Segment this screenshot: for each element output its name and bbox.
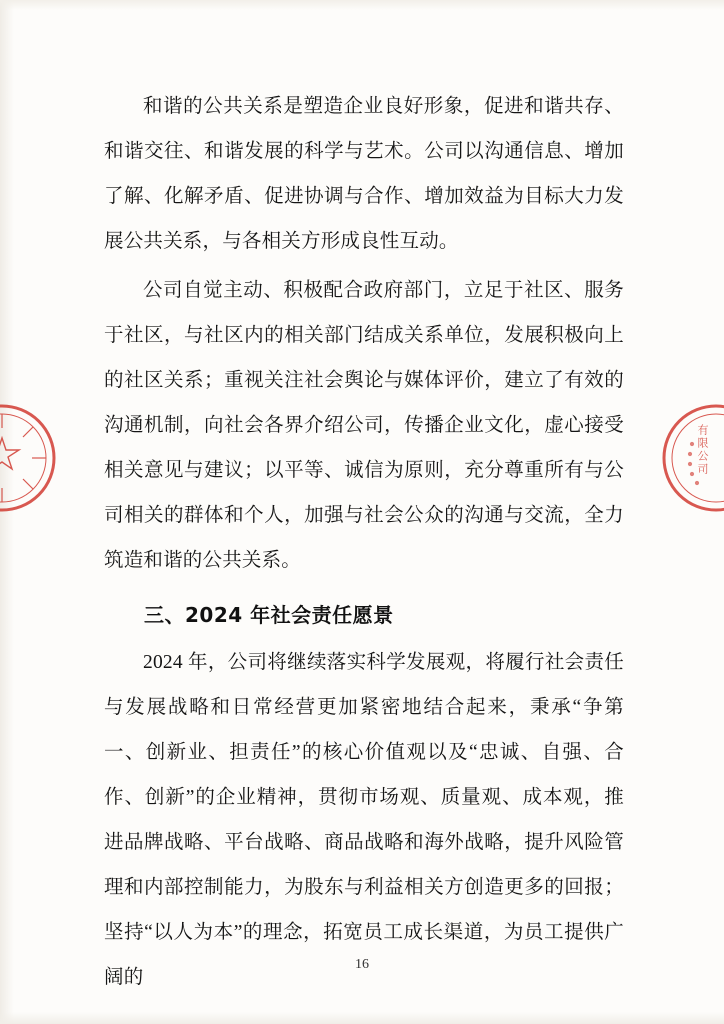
paragraph: 公司自觉主动、积极配合政府部门，立足于社区、服务于社区，与社区内的相关部门结成关系单位，发展积极向上的社区关系；重视关注社会舆论与媒体评价，建立了有效的沟通机制，向社会各界介绍公司，传播企业文化，虚心接受相关意见与建议；以平等、诚信为原则，充分尊重所有与公司相关的群体和个人，加强与社会公众的沟通与交流，全力筑造和谐的公共关系。	[104, 280, 624, 571]
document-body	[104, 84, 624, 1004]
stamp-right-label: 有限公司	[696, 424, 709, 476]
section-heading: 三、2024 年社会责任愿景	[144, 603, 394, 627]
official-stamp-right-icon	[656, 398, 724, 518]
page-edge-shadow-top	[0, 0, 724, 10]
page-edge-shadow-bottom	[0, 1012, 724, 1024]
paragraph: 和谐的公共关系是塑造企业良好形象，促进和谐共存、和谐交往、和谐发展的科学与艺术。公司以沟通信息、增加了解、化解矛盾、促进协调与合作、增加效益为目标大力发展公共关系，与各相关方形成良性互动。	[104, 96, 624, 252]
paragraph: 2024 年，公司将继续落实科学发展观，将履行社会责任与发展战略和日常经营更加紧密地结合起来，秉承“争第一、创新业、担责任”的核心价值观以及“忠诚、自强、合作、创新”的企业精神，贯彻市场观、质量观、成本观，推进品牌战略、平台战略、商品战略和海外战略，提升风险管理和内部控制能力，为股东与利益相关方创造更多的回报；坚持“以人为本”的理念，拓宽员工成长渠道，为员工提供广阔的	[104, 652, 624, 988]
page-number: 16	[355, 957, 369, 972]
page-edge-shadow-left	[0, 0, 14, 1024]
